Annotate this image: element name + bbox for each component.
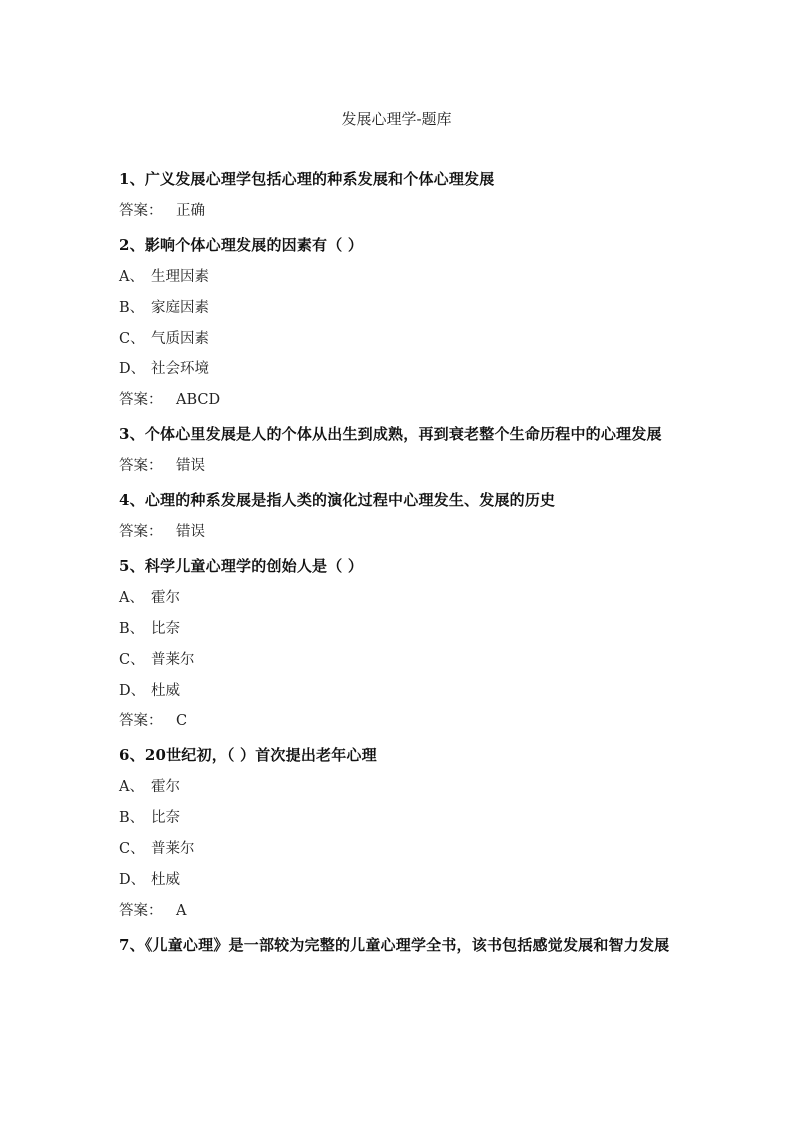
option-b [119, 618, 679, 640]
answer-value: C [176, 713, 188, 730]
option-letter: D、 [119, 871, 146, 888]
option-d [119, 869, 679, 891]
question-4 [119, 489, 679, 543]
answer-value: ABCD [176, 392, 221, 409]
question-stem: 2、影响个体心理发展的因素有（ ） [119, 236, 364, 254]
answer-label: 答案： [119, 902, 163, 919]
answer-label: 答案： [119, 458, 163, 475]
question-6 [119, 744, 679, 921]
option-text: 杜威 [151, 682, 180, 699]
option-text: 气质因素 [151, 330, 209, 347]
option-text: 霍尔 [151, 779, 180, 796]
option-letter: A、 [119, 269, 144, 285]
option-letter: A、 [119, 590, 144, 607]
option-letter: D、 [119, 682, 146, 699]
answer-value: 正确 [176, 203, 205, 219]
option-letter: B、 [119, 299, 145, 316]
option-b [119, 807, 679, 829]
option-letter: C、 [119, 330, 145, 347]
option-text: 比奈 [151, 810, 180, 827]
option-d [119, 358, 679, 380]
option-c [119, 328, 679, 350]
question-stem: 1、广义发展心理学包括心理的种系发展和个体心理发展 [119, 170, 495, 188]
option-list [119, 266, 679, 380]
answer-label: 答案： [119, 713, 163, 730]
question-stem: 3、个体心里发展是人的个体从出生到成熟，再到衰老整个生命历程中的心理发展 [119, 425, 662, 444]
answer-label: 答案： [119, 524, 163, 541]
question-stem: 4、心理的种系发展是指人类的演化过程中心理发生、发展的历史 [119, 491, 556, 510]
question-2 [119, 234, 679, 411]
option-c [119, 649, 679, 671]
option-letter: B、 [119, 620, 145, 637]
option-c [119, 838, 679, 860]
question-5 [119, 555, 679, 732]
option-letter: D、 [119, 361, 146, 378]
option-text: 杜威 [151, 871, 180, 888]
question-7 [119, 934, 679, 956]
answer-label: 答案： [119, 203, 163, 219]
answer-row [119, 389, 679, 411]
question-list [119, 168, 679, 966]
answer-row [119, 455, 679, 477]
question-3 [119, 423, 679, 477]
option-text: 家庭因素 [151, 299, 209, 316]
option-text: 普莱尔 [151, 651, 195, 668]
answer-label: 答案： [119, 392, 163, 409]
option-text: 霍尔 [151, 590, 180, 607]
answer-row [119, 900, 679, 922]
option-b [119, 297, 679, 319]
option-text: 社会环境 [151, 361, 209, 378]
option-text: 比奈 [151, 620, 180, 637]
question-stem: 7、《儿童心理》是一部较为完整的儿童心理学全书，该书包括感觉发展和智力发展 [119, 935, 670, 954]
question-stem: 6、20世纪初，（ ）首次提出老年心理 [119, 746, 377, 765]
answer-row [119, 710, 679, 732]
option-d [119, 680, 679, 702]
option-letter: A、 [119, 779, 144, 796]
answer-row [119, 200, 679, 222]
option-text: 普莱尔 [151, 840, 195, 857]
answer-value: 错误 [176, 458, 205, 475]
answer-value: 错误 [176, 524, 205, 541]
question-stem: 5、科学儿童心理学的创始人是（ ） [119, 557, 364, 576]
question-1 [119, 168, 679, 222]
option-a [119, 776, 679, 798]
option-letter: C、 [119, 651, 145, 668]
option-list [119, 776, 679, 890]
option-letter: C、 [119, 840, 145, 857]
option-list [119, 587, 679, 701]
option-letter: B、 [119, 810, 145, 827]
option-a [119, 587, 679, 609]
answer-row [119, 521, 679, 543]
option-a [119, 266, 679, 288]
option-text: 生理因素 [151, 269, 209, 285]
answer-value: A [176, 902, 187, 919]
document-title: 发展心理学-题库 [341, 110, 452, 128]
